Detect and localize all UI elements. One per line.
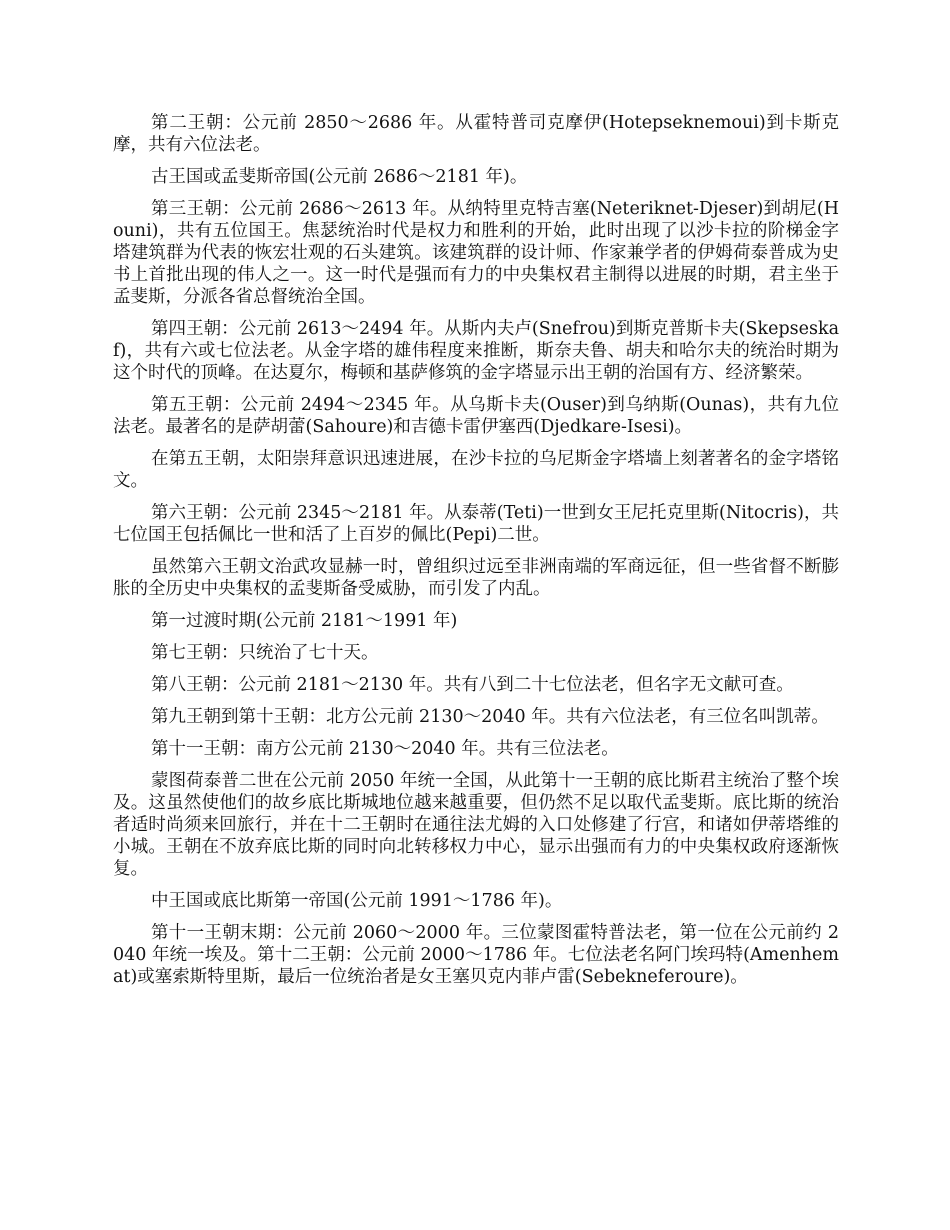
- paragraph-dynasty-5: 第五王朝：公元前 2494～2345 年。从乌斯卡夫(Ouser)到乌纳斯(Ounas)，共有九位法老。最著名的是萨胡蕾(Sahoure)和吉德卡雷伊塞西(Djedkare-Isesi)。: [113, 395, 839, 437]
- paragraph-dynasty-6: 第六王朝：公元前 2345～2181 年。从泰蒂(Teti)一世到女王尼托克里斯(Nitocris)，共七位国王包括佩比一世和活了上百岁的佩比(Pepi)二世。: [113, 503, 839, 545]
- paragraph-dynasty-11: 第十一王朝：南方公元前 2130～2040 年。共有三位法老。: [151, 739, 619, 759]
- paragraph-mentuhotep-unification: 蒙图荷泰普二世在公元前 2050 年统一全国，从此第十一王朝的底比斯君主统治了整个埃及。这虽然使他们的故乡底比斯城地位越来越重要，但仍然不足以取代孟斐斯。底比斯的统治者适时尚须来回旅行，并在十二王朝时在通往法尤姆的入口处修建了行宫，和诸如伊蒂塔维的小城。王朝在不放弃底比斯的同时向北转移权力中心，显示出强而有力的中央集权政府逐渐恢复。: [113, 771, 839, 879]
- paragraph-middle-kingdom: 中王国或底比斯第一帝国(公元前 1991～1786 年)。: [151, 891, 563, 911]
- paragraph-first-intermediate: 第一过渡时期(公元前 2181～1991 年): [151, 611, 458, 631]
- paragraph-dynasty-2: 第二王朝：公元前 2850～2686 年。从霍特普司克摩伊(Hotepseknemoui)到卡斯克摩，共有六位法老。: [113, 113, 839, 155]
- paragraph-dynasty-8: 第八王朝：公元前 2181～2130 年。共有八到二十七位法老，但名字无文献可查。: [151, 675, 794, 695]
- document-body: [113, 112, 839, 998]
- paragraph-dynasty-3: 第三王朝：公元前 2686～2613 年。从纳特里克特吉塞(Neteriknet-Djeser)到胡尼(Houni)，共有五位国王。焦瑟统治时代是权力和胜利的开始，此时出现了以沙卡拉的阶梯金字塔建筑群为代表的恢宏壮观的石头建筑。该建筑群的设计师、作家兼学者的伊姆荷泰普成为史书上首批出现的伟人之一。这一时代是强而有力的中央集权君主制得以进展的时期，君主坐于孟斐斯，分派各省总督统治全国。: [113, 199, 839, 307]
- paragraph-old-kingdom: 古王国或孟斐斯帝国(公元前 2686～2181 年)。: [151, 167, 528, 187]
- paragraph-civil-unrest: 虽然第六王朝文治武攻显赫一时，曾组织过远至非洲南端的军商远征，但一些省督不断膨胀的全历史中央集权的孟斐斯备受威胁，而引发了内乱。: [113, 557, 839, 599]
- paragraph-dynasty-9-10: 第九王朝到第十王朝：北方公元前 2130～2040 年。共有六位法老，有三位名叫凯蒂。: [151, 707, 829, 727]
- paragraph-late-dynasty-11-12: 第十一王朝末期：公元前 2060～2000 年。三位蒙图霍特普法老，第一位在公元前约 2040 年统一埃及。第十二王朝：公元前 2000～1786 年。七位法老名阿门埃玛特(Amenhemat)或塞索斯特里斯，最后一位统治者是女王塞贝克内菲卢雷(Sebekneferoure)。: [113, 923, 839, 987]
- paragraph-dynasty-7: 第七王朝：只统治了七十天。: [151, 643, 379, 663]
- paragraph-sun-worship: 在第五王朝，太阳崇拜意识迅速进展，在沙卡拉的乌尼斯金字塔墙上刻著著名的金字塔铭文。: [113, 449, 839, 491]
- paragraph-dynasty-4: 第四王朝：公元前 2613～2494 年。从斯内夫卢(Snefrou)到斯克普斯卡夫(Skepseskaf)，共有六或七位法老。从金字塔的雄伟程度来推断，斯奈夫鲁、胡夫和哈尔夫的统治时期为这个时代的顶峰。在达夏尔，梅顿和基萨修筑的金字塔显示出王朝的治国有方、经济繁荣。: [113, 319, 839, 383]
